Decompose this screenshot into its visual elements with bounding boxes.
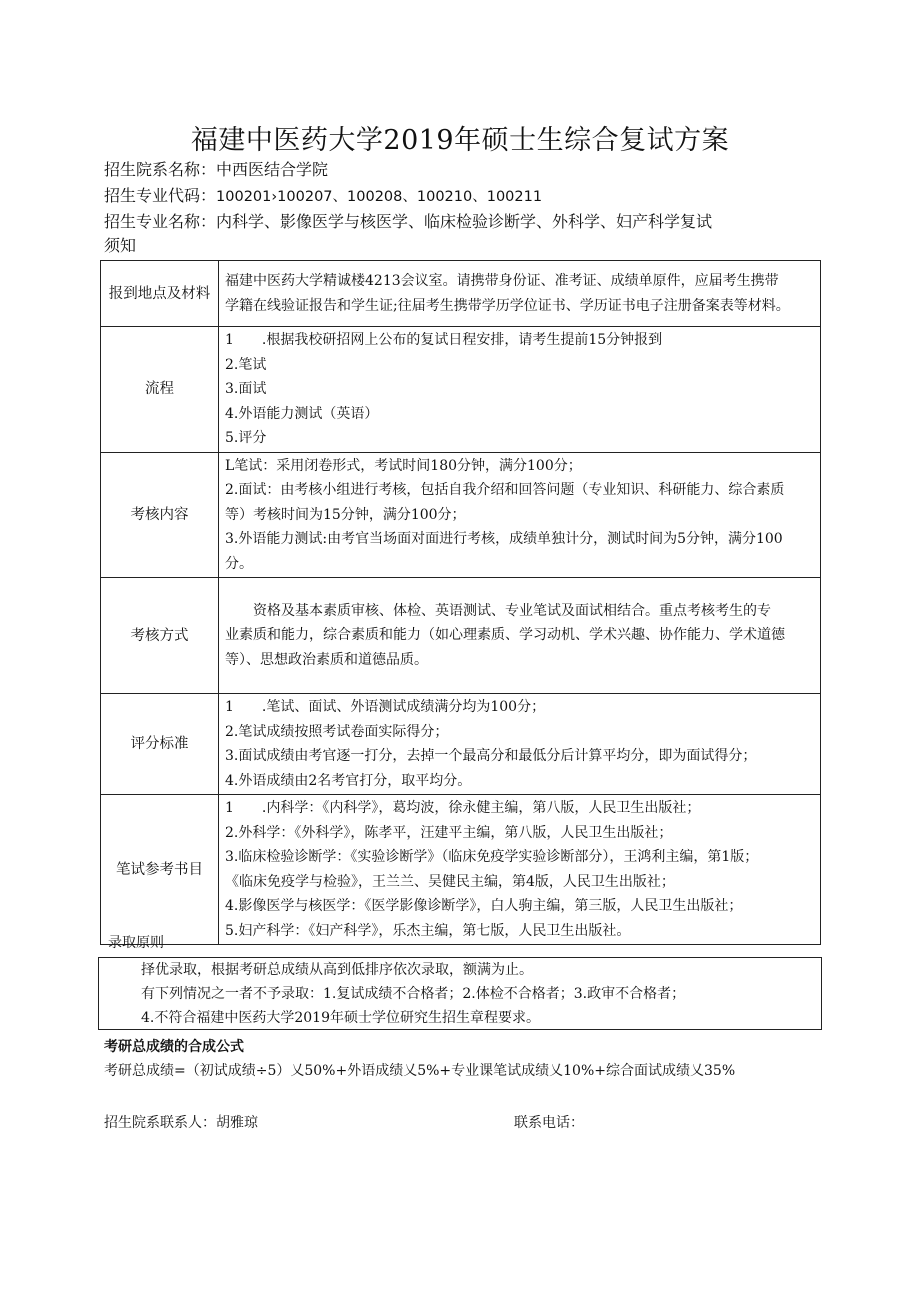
book-item: 5.妇产科学：《妇产科学》，乐杰主编，第七版，人民卫生出版社。 [225,922,631,939]
major-codes-label: 招生专业代码： [104,186,217,205]
row-report [101,261,821,327]
content-line: 2.面试：由考核小组进行考核，包括自我介绍和回答问题（专业知识、科研能力、综合素质 [225,482,785,498]
content-report [219,261,821,327]
book-item: 3.临床检验诊断学：《实验诊断学》（临床免疫学实验诊断部分），王鸿利主编，第1版； [225,849,759,865]
major-codes-value: 100201›100207、100208、100210、100211 [216,189,543,205]
page-title: 福建中医药大学2019年硕士生综合复试方案 [190,125,730,156]
book-item: 2.外科学：《外科学》，陈孝平，汪建平主编，第八版，人民卫生出版社； [225,824,673,841]
row-method [101,578,821,694]
scoring-item: 4.外语成绩由2名考官打分，取平均分。 [225,772,472,789]
exam-plan-table [100,260,821,945]
content-process [219,327,821,453]
content-line: 等）考核时间为15分钟，满分100分； [225,506,466,523]
content-scoring [219,694,821,795]
row-content [101,452,821,578]
major-codes [104,183,542,206]
contact-phone: 联系电话： [514,1115,584,1131]
book-item: 1 .内科学：《内科学》，葛均波，徐永健主编，第八版，人民卫生出版社； [225,800,701,816]
row-process [101,327,821,453]
process-item: 3.面试 [225,381,267,397]
label-report: 报到地点及材料 [101,261,219,327]
admission-line: 有下列情况之一者不予录取：1.复试成绩不合格者；2.体检不合格者；3.政审不合格者； [141,986,686,1002]
dept-name: 招生院系名称：中西医结合学院 [104,160,329,179]
book-item: 《临床免疫学与检验》，王兰兰、吴健民主编，第4版，人民卫生出版社； [225,873,675,890]
row-books [101,795,821,945]
scoring-item: 3.面试成绩由考官逐一打分，去掉一个最高分和最低分后计算平均分，即为面试得分； [225,748,757,764]
formula-text: 考研总成绩=（初试成绩÷5）乂50%+外语成绩乂5%+专业课笔试成绩乂10%+综合面试成绩乂35% [104,1063,736,1079]
admission-line: 4.不符合福建中医药大学2019年硕士学位研究生招生章程要求。 [141,1010,540,1026]
report-line: 福建中医药大学精诚楼4213会议室。请携带身份证、准考证、成绩单原件，应届考生携带 [225,273,779,289]
label-method: 考核方式 [101,578,219,694]
label-content: 考核内容 [101,452,219,578]
label-scoring: 评分标准 [101,694,219,795]
report-line: 学籍在线验证报告和学生证;往届考生携带学历学位证书、学历证书电子注册备案表等材料。 [225,297,790,314]
content-books [219,795,821,945]
major-names-cont: 须知 [104,236,137,255]
major-names: 招生专业名称：内科学、影像医学与核医学、临床检验诊断学、外科学、妇产科学复试 [104,212,713,231]
admission-box [98,957,822,1030]
contact-person: 招生院系联系人：胡雅琼 [104,1115,258,1131]
content-method [219,578,821,694]
content-line: L笔试：采用闭卷形式，考试时间180分钟，满分100分； [225,457,582,474]
book-item: 4.影像医学与核医学：《医学影像诊断学》，白人驹主编，第三版，人民卫生出版社； [225,898,743,914]
process-item: 1 .根据我校研招网上公布的复试日程安排，请考生提前15分钟报到 [225,332,663,348]
method-line: 等）、思想政治素质和道德品质。 [225,651,428,668]
process-item: 4.外语能力测试（英语） [225,405,379,422]
row-scoring [101,694,821,795]
process-item: 2.笔试 [225,356,267,373]
scoring-item: 1 .笔试、面试、外语测试成绩满分均为100分； [225,699,546,715]
method-line: 业素质和能力，综合素质和能力（如心理素质、学习动机、学术兴趣、协作能力、学术道德 [225,627,785,644]
content-line: 3.外语能力测试:由考官当场面对面进行考核，成绩单独计分，测试时间为5分钟，满分100 [225,531,783,547]
formula-heading: 考研总成绩的合成公式 [104,1039,244,1055]
content-line: 分。 [225,555,253,572]
admission-label: 录取原则 [108,935,164,951]
label-process: 流程 [101,327,219,453]
process-item: 5.评分 [225,430,267,446]
method-line: 资格及基本素质审核、体检、英语测试、专业笔试及面试相结合。重点考核考生的专 [253,602,771,619]
admission-line: 择优录取，根据考研总成绩从高到低排序依次录取，额满为止。 [141,962,533,978]
label-books: 笔试参考书目 [101,795,219,945]
content-content [219,452,821,578]
scoring-item: 2.笔试成绩按照考试卷面实际得分； [225,723,449,740]
